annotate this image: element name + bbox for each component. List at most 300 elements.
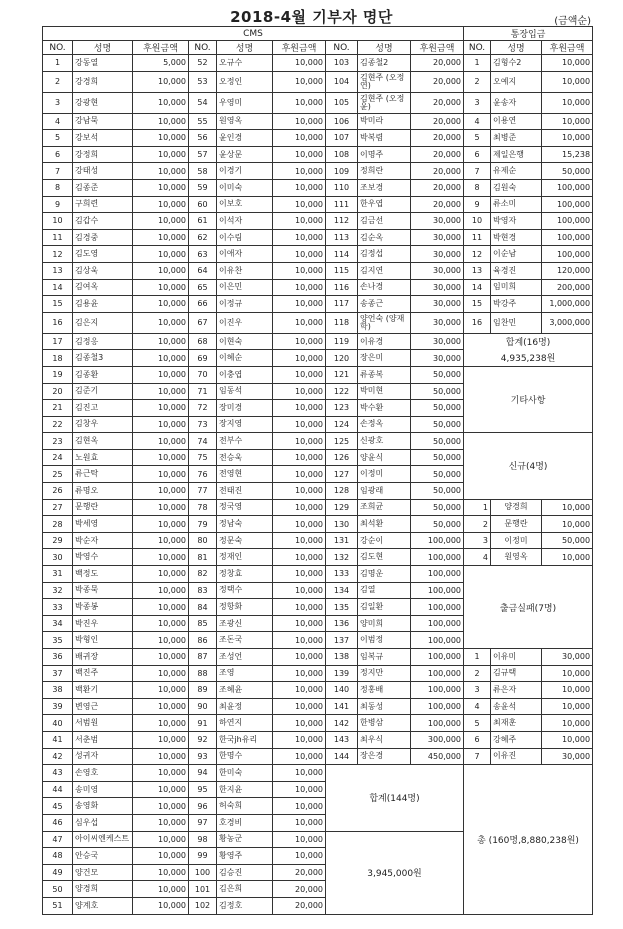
bank-amount: 120,000 [542, 262, 593, 279]
table-row [43, 532, 593, 549]
cms3-no: 110 [326, 179, 358, 196]
cms2-name: 정문숙 [217, 532, 273, 549]
cms2-name: 윤인경 [217, 130, 273, 147]
cms3-no: 130 [326, 516, 358, 533]
failed-name: 강혜주 [491, 731, 542, 748]
cms1-no: 3 [43, 92, 73, 113]
cms3-name: 류종복 [358, 366, 411, 383]
bank-no: 10 [464, 213, 491, 230]
cms2-amount: 10,000 [273, 146, 326, 163]
cms3-amount: 50,000 [411, 499, 464, 516]
cms1-no: 8 [43, 179, 73, 196]
cms1-no: 27 [43, 499, 73, 516]
bank-no: 4 [464, 113, 491, 130]
table-row [43, 566, 593, 583]
cms2-amount: 10,000 [273, 333, 326, 350]
cms2-name: 이경기 [217, 163, 273, 180]
cms2-name: 정국영 [217, 499, 273, 516]
cms1-no: 47 [43, 831, 73, 848]
cms2-name: 이수림 [217, 229, 273, 246]
cms2-no: 73 [189, 416, 217, 433]
cms1-no: 41 [43, 731, 73, 748]
cms1-name: 배귀장 [73, 649, 133, 666]
cms2-amount: 10,000 [273, 516, 326, 533]
cms2-name: 이애자 [217, 246, 273, 263]
cms3-amount: 20,000 [411, 92, 464, 113]
cms2-name: 조영 [217, 665, 273, 682]
cms3-name: 김현주 (오정윤) [358, 92, 411, 113]
cms1-no: 23 [43, 433, 73, 450]
bank-name: 류소미 [491, 196, 542, 213]
cms2-amount: 10,000 [273, 814, 326, 831]
cms2-no: 86 [189, 632, 217, 649]
bank-total-amount: 4,935,238원 [464, 350, 593, 367]
cms3-name: 임광래 [358, 483, 411, 500]
cms2-no: 66 [189, 296, 217, 313]
cms3-name: 손나경 [358, 279, 411, 296]
cms2-no: 74 [189, 433, 217, 450]
cms3-amount: 50,000 [411, 383, 464, 400]
cms2-name: 이보호 [217, 196, 273, 213]
cms1-no: 16 [43, 312, 73, 333]
cms2-amount: 10,000 [273, 731, 326, 748]
cms2-amount: 10,000 [273, 366, 326, 383]
cms1-amount: 10,000 [133, 163, 189, 180]
table-row [43, 682, 593, 699]
cms2-name: 김승진 [217, 864, 273, 881]
cms1-name: 아이씨엔케스트 [73, 831, 133, 848]
cms1-name: 강경희 [73, 71, 133, 92]
cms2-no: 82 [189, 566, 217, 583]
cms1-name: 김갑수 [73, 213, 133, 230]
cms2-name: 전부수 [217, 433, 273, 450]
bank-no: 6 [464, 146, 491, 163]
cms1-amount: 10,000 [133, 532, 189, 549]
failed-amount: 10,000 [542, 682, 593, 699]
bank-total-label: 합계(16명) [464, 333, 593, 350]
cms1-amount: 10,000 [133, 881, 189, 898]
cms1-name: 손영호 [73, 765, 133, 782]
cms3-no: 114 [326, 246, 358, 263]
cms2-amount: 10,000 [273, 213, 326, 230]
cms3-amount: 100,000 [411, 715, 464, 732]
bank-no: 2 [464, 71, 491, 92]
cms1-no: 34 [43, 615, 73, 632]
cms3-no: 106 [326, 113, 358, 130]
cms1-no: 28 [43, 516, 73, 533]
cms1-no: 44 [43, 781, 73, 798]
cms2-amount: 10,000 [273, 698, 326, 715]
cms3-no: 117 [326, 296, 358, 313]
cms1-no: 32 [43, 582, 73, 599]
bank-no: 9 [464, 196, 491, 213]
cms1-amount: 10,000 [133, 831, 189, 848]
cms3-name: 양윤식 [358, 449, 411, 466]
cms1-name: 양건모 [73, 864, 133, 881]
cms1-name: 박영수 [73, 549, 133, 566]
bank-name: 임찬민 [491, 312, 542, 333]
cms3-amount: 100,000 [411, 698, 464, 715]
cms3-amount: 450,000 [411, 748, 464, 765]
cms2-name: 이석자 [217, 213, 273, 230]
cms2-no: 81 [189, 549, 217, 566]
header-name: 성명 [73, 41, 133, 55]
cms2-amount: 10,000 [273, 532, 326, 549]
cms2-no: 92 [189, 731, 217, 748]
cms2-name: 황농군 [217, 831, 273, 848]
cms1-amount: 10,000 [133, 466, 189, 483]
cms1-no: 2 [43, 71, 73, 92]
cms3-amount: 30,000 [411, 229, 464, 246]
cms2-amount: 10,000 [273, 765, 326, 782]
group-bank: 통장입금 [464, 27, 593, 41]
table-row [43, 179, 593, 196]
cms3-amount: 30,000 [411, 279, 464, 296]
cms2-amount: 10,000 [273, 163, 326, 180]
cms2-no: 72 [189, 400, 217, 417]
table-row [43, 196, 593, 213]
cms3-amount: 30,000 [411, 312, 464, 333]
cms3-name: 김도현 [358, 549, 411, 566]
cms1-name: 김창우 [73, 416, 133, 433]
header-no: NO. [189, 41, 217, 55]
bank-amount: 100,000 [542, 179, 593, 196]
table-row [43, 113, 593, 130]
cms3-no: 108 [326, 146, 358, 163]
bank-no: 15 [464, 296, 491, 313]
cms3-amount: 20,000 [411, 196, 464, 213]
cms1-no: 48 [43, 848, 73, 865]
cms1-no: 4 [43, 113, 73, 130]
cms2-name: 전태진 [217, 483, 273, 500]
new-donors-label: 신규(4명) [464, 433, 593, 499]
cms1-no: 11 [43, 229, 73, 246]
table-row [43, 765, 593, 782]
cms3-amount: 20,000 [411, 163, 464, 180]
cms1-no: 6 [43, 146, 73, 163]
cms2-name: 조광신 [217, 615, 273, 632]
table-row [43, 229, 593, 246]
cms3-no: 121 [326, 366, 358, 383]
cms1-name: 서춘범 [73, 731, 133, 748]
bank-amount: 10,000 [542, 55, 593, 72]
cms2-amount: 10,000 [273, 279, 326, 296]
bank-no: 5 [464, 130, 491, 147]
cms2-amount: 10,000 [273, 632, 326, 649]
header-amount: 후원금액 [542, 41, 593, 55]
cms3-no: 144 [326, 748, 358, 765]
cms3-amount: 50,000 [411, 449, 464, 466]
cms1-amount: 10,000 [133, 649, 189, 666]
cms1-name: 김상욱 [73, 262, 133, 279]
cms3-amount: 50,000 [411, 366, 464, 383]
cms3-amount: 100,000 [411, 649, 464, 666]
failed-no: 2 [464, 665, 491, 682]
cms3-amount: 20,000 [411, 71, 464, 92]
cms2-amount: 10,000 [273, 113, 326, 130]
table-row [43, 130, 593, 147]
cms1-no: 13 [43, 262, 73, 279]
table-row [43, 71, 593, 92]
cms3-no: 142 [326, 715, 358, 732]
cms3-name: 송종근 [358, 296, 411, 313]
failed-amount: 10,000 [542, 731, 593, 748]
cms1-name: 강동열 [73, 55, 133, 72]
cms1-amount: 10,000 [133, 296, 189, 313]
cms3-name: 김현주 (오정연) [358, 71, 411, 92]
cms2-name: 황영주 [217, 848, 273, 865]
cms1-no: 51 [43, 897, 73, 914]
cms3-no: 107 [326, 130, 358, 147]
cms1-amount: 10,000 [133, 350, 189, 367]
cms2-no: 70 [189, 366, 217, 383]
cms3-amount: 20,000 [411, 130, 464, 147]
cms3-name: 이유경 [358, 333, 411, 350]
header-name: 성명 [217, 41, 273, 55]
cms2-name: 조성언 [217, 649, 273, 666]
bank-name: 이순남 [491, 246, 542, 263]
cms3-amount: 100,000 [411, 632, 464, 649]
cms-total-amount: 3,945,000원 [326, 831, 464, 914]
new-donor-no: 2 [464, 516, 491, 533]
cms2-no: 95 [189, 781, 217, 798]
cms3-amount: 100,000 [411, 566, 464, 583]
cms3-name: 신광호 [358, 433, 411, 450]
cms3-no: 103 [326, 55, 358, 72]
cms1-name: 구희련 [73, 196, 133, 213]
cms1-amount: 10,000 [133, 765, 189, 782]
cms1-amount: 10,000 [133, 848, 189, 865]
bank-name: 김원숙 [491, 179, 542, 196]
cms2-name: 정택수 [217, 582, 273, 599]
cms3-name: 한우엽 [358, 196, 411, 213]
cms1-no: 39 [43, 698, 73, 715]
cms2-amount: 10,000 [273, 433, 326, 450]
cms3-no: 139 [326, 665, 358, 682]
cms3-name: 이명주 [358, 146, 411, 163]
cms2-amount: 10,000 [273, 483, 326, 500]
cms1-name: 백정도 [73, 566, 133, 583]
cms3-amount: 20,000 [411, 113, 464, 130]
cms1-name: 김정응 [73, 333, 133, 350]
bank-amount: 10,000 [542, 92, 593, 113]
cms2-amount: 10,000 [273, 71, 326, 92]
cms2-no: 52 [189, 55, 217, 72]
cms3-name: 양미희 [358, 615, 411, 632]
bank-name: 김형수2 [491, 55, 542, 72]
cms1-name: 박진우 [73, 615, 133, 632]
cms1-name: 김용윤 [73, 296, 133, 313]
cms2-no: 90 [189, 698, 217, 715]
cms1-name: 박종봉 [73, 599, 133, 616]
cms1-name: 박종묵 [73, 582, 133, 599]
cms3-name: 최우식 [358, 731, 411, 748]
cms3-amount: 20,000 [411, 146, 464, 163]
cms2-no: 56 [189, 130, 217, 147]
cms2-amount: 10,000 [273, 92, 326, 113]
cms1-no: 26 [43, 483, 73, 500]
cms3-no: 126 [326, 449, 358, 466]
cms2-amount: 10,000 [273, 196, 326, 213]
cms2-amount: 20,000 [273, 897, 326, 914]
failed-name: 최재훈 [491, 715, 542, 732]
cms2-amount: 10,000 [273, 798, 326, 815]
cms3-name: 최석환 [358, 516, 411, 533]
cms1-amount: 10,000 [133, 798, 189, 815]
cms2-no: 102 [189, 897, 217, 914]
cms1-no: 29 [43, 532, 73, 549]
bank-no: 1 [464, 55, 491, 72]
cms1-no: 19 [43, 366, 73, 383]
cms2-no: 60 [189, 196, 217, 213]
cms2-amount: 10,000 [273, 416, 326, 433]
table-row [43, 312, 593, 333]
cms1-name: 송미영 [73, 781, 133, 798]
cms1-no: 12 [43, 246, 73, 263]
cms3-no: 128 [326, 483, 358, 500]
cms2-amount: 10,000 [273, 781, 326, 798]
cms1-name: 류근탁 [73, 466, 133, 483]
cms1-amount: 10,000 [133, 499, 189, 516]
cms1-amount: 10,000 [133, 599, 189, 616]
cms1-no: 20 [43, 383, 73, 400]
cms1-name: 안승국 [73, 848, 133, 865]
cms1-amount: 10,000 [133, 615, 189, 632]
cms2-no: 77 [189, 483, 217, 500]
cms2-name: 한명수 [217, 748, 273, 765]
table-row [43, 163, 593, 180]
bank-name: 임미희 [491, 279, 542, 296]
cms1-amount: 10,000 [133, 781, 189, 798]
cms3-amount: 30,000 [411, 213, 464, 230]
cms3-name: 김명운 [358, 566, 411, 583]
cms3-name: 정희란 [358, 163, 411, 180]
cms3-name: 박수환 [358, 400, 411, 417]
cms2-no: 54 [189, 92, 217, 113]
cms2-no: 85 [189, 615, 217, 632]
cms2-name: 최윤정 [217, 698, 273, 715]
cms3-no: 124 [326, 416, 358, 433]
cms1-amount: 10,000 [133, 246, 189, 263]
cms2-name: 정재인 [217, 549, 273, 566]
header-name: 성명 [491, 41, 542, 55]
failed-amount: 30,000 [542, 748, 593, 765]
cms3-name: 김정섭 [358, 246, 411, 263]
cms2-amount: 10,000 [273, 615, 326, 632]
cms1-name: 박형인 [73, 632, 133, 649]
cms2-no: 61 [189, 213, 217, 230]
header-amount: 후원금액 [411, 41, 464, 55]
cms2-name: 이충엽 [217, 366, 273, 383]
bank-no: 16 [464, 312, 491, 333]
failed-no: 7 [464, 748, 491, 765]
table-row [43, 92, 593, 113]
cms2-amount: 10,000 [273, 499, 326, 516]
cms2-no: 94 [189, 765, 217, 782]
cms2-amount: 10,000 [273, 262, 326, 279]
bank-no: 11 [464, 229, 491, 246]
cms1-amount: 10,000 [133, 516, 189, 533]
cms2-name: 이유찬 [217, 262, 273, 279]
cms3-amount: 50,000 [411, 416, 464, 433]
cms1-amount: 10,000 [133, 566, 189, 583]
cms1-no: 35 [43, 632, 73, 649]
cms2-amount: 10,000 [273, 549, 326, 566]
page-title: 2018-4월 기부자 명단 [230, 8, 393, 26]
cms2-name: 조혜윤 [217, 682, 273, 699]
cms3-no: 115 [326, 262, 358, 279]
cms1-amount: 10,000 [133, 582, 189, 599]
cms1-no: 40 [43, 715, 73, 732]
bank-no: 14 [464, 279, 491, 296]
bank-name: 윤송자 [491, 92, 542, 113]
bank-name: 제일은행 [491, 146, 542, 163]
failed-name: 류은자 [491, 682, 542, 699]
cms1-no: 18 [43, 350, 73, 367]
cms3-amount: 30,000 [411, 350, 464, 367]
cms2-name: 이정규 [217, 296, 273, 313]
cms1-amount: 10,000 [133, 433, 189, 450]
cms1-name: 강태성 [73, 163, 133, 180]
bank-amount: 10,000 [542, 130, 593, 147]
table-row [43, 279, 593, 296]
cms1-name: 백환기 [73, 682, 133, 699]
bank-no: 3 [464, 92, 491, 113]
cms2-no: 88 [189, 665, 217, 682]
header-no: NO. [464, 41, 491, 55]
cms1-amount: 10,000 [133, 449, 189, 466]
cms2-name: 이은민 [217, 279, 273, 296]
cms3-no: 123 [326, 400, 358, 417]
cms2-amount: 10,000 [273, 179, 326, 196]
sort-note: (금액순) [554, 16, 591, 27]
cms3-amount: 30,000 [411, 262, 464, 279]
failed-no: 3 [464, 682, 491, 699]
cms2-no: 58 [189, 163, 217, 180]
cms3-amount: 50,000 [411, 466, 464, 483]
table-row [43, 649, 593, 666]
cms2-amount: 10,000 [273, 582, 326, 599]
header-name: 성명 [358, 41, 411, 55]
cms3-amount: 50,000 [411, 516, 464, 533]
failed-amount: 10,000 [542, 665, 593, 682]
header-amount: 후원금액 [273, 41, 326, 55]
cms2-amount: 10,000 [273, 599, 326, 616]
cms2-amount: 10,000 [273, 296, 326, 313]
cms3-amount: 100,000 [411, 532, 464, 549]
cms2-amount: 10,000 [273, 350, 326, 367]
cms2-amount: 10,000 [273, 649, 326, 666]
failed-amount: 10,000 [542, 698, 593, 715]
cms3-no: 122 [326, 383, 358, 400]
cms2-amount: 10,000 [273, 130, 326, 147]
donor-table [42, 26, 593, 915]
cms1-name: 송영화 [73, 798, 133, 815]
cms1-amount: 10,000 [133, 897, 189, 914]
cms2-amount: 10,000 [273, 665, 326, 682]
cms1-amount: 10,000 [133, 748, 189, 765]
new-donor-amount: 10,000 [542, 549, 593, 566]
cms2-name: 김은희 [217, 881, 273, 898]
cms3-amount: 100,000 [411, 615, 464, 632]
header-no: NO. [326, 41, 358, 55]
cms2-name: 정항화 [217, 599, 273, 616]
cms1-no: 36 [43, 649, 73, 666]
cms3-no: 109 [326, 163, 358, 180]
cms3-name: 박미현 [358, 383, 411, 400]
cms1-name: 양계호 [73, 897, 133, 914]
cms3-name: 김지연 [358, 262, 411, 279]
